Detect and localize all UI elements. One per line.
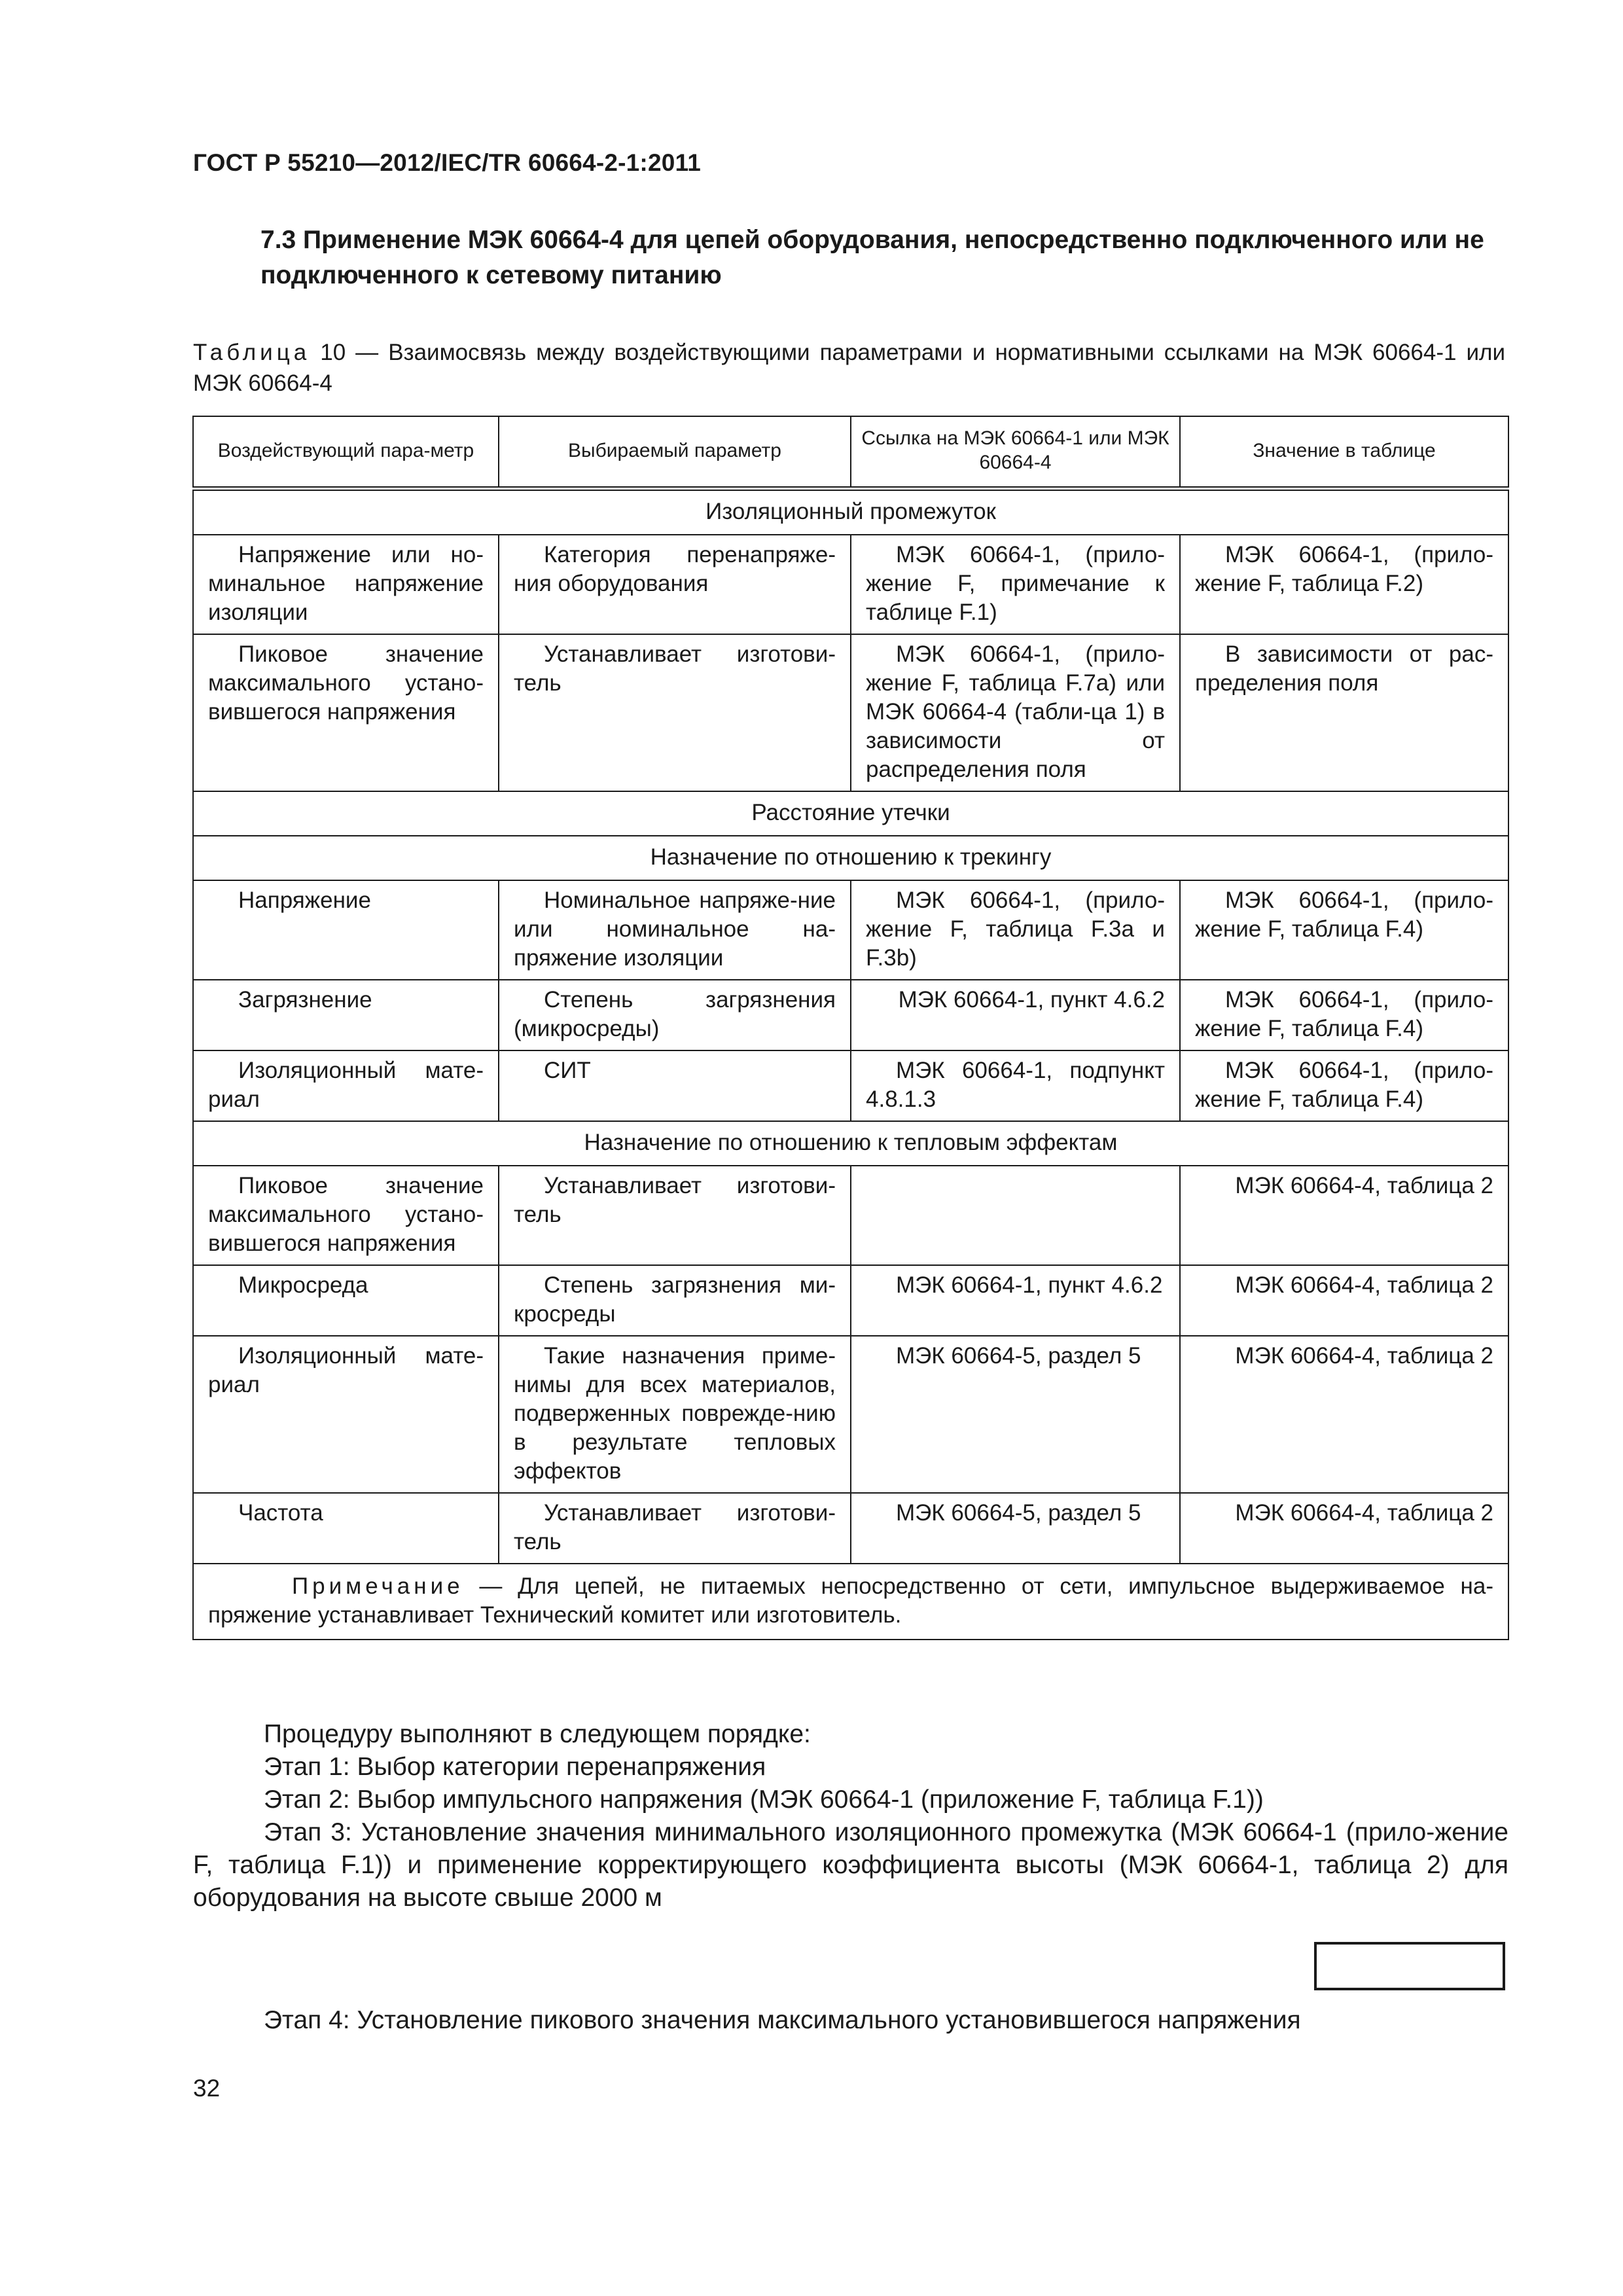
document-header: ГОСТ Р 55210—2012/IEC/TR 60664-2-1:2011 <box>193 149 702 176</box>
table-note-row <box>193 1564 1508 1640</box>
table-row <box>193 1265 1508 1336</box>
section-heading: Назначение по отношению к трекингу <box>193 836 1508 880</box>
table-cell: Пиковое значение максимального устано-вившегося напряжения <box>193 1166 499 1265</box>
procedure-step-3: Этап 3: Установление значения минимального изоляционного промежутка (МЭК 60664-1 (прило-жение F, таблица F.1)) и применение корректирующего коэффициента высоты (МЭК 60664-1, таблица 2) для оборудования на высоте свыше 2000 м <box>193 1818 1508 1912</box>
header-cell: Воздействующий пара-метр <box>193 416 499 489</box>
note-text: — Для цепей, не питаемых непосредственно от сети, импульсное выдерживаемое на-пряжение устанавливает Технический комитет или изготовитель. <box>208 1573 1493 1628</box>
table-header-row <box>193 416 1508 489</box>
reference-table <box>192 416 1509 1640</box>
table-cell: МЭК 60664-4, таблица 2 <box>1180 1336 1508 1493</box>
table-cell: МЭК 60664-1, (прило-жение F, таблица F.3а и F.3b) <box>851 880 1180 980</box>
table-cell: МЭК 60664-5, раздел 5 <box>851 1336 1180 1493</box>
header-cell: Значение в таблице <box>1180 416 1508 489</box>
table-row <box>193 634 1508 791</box>
table-cell: Степень загрязнения (микросреды) <box>499 980 851 1050</box>
section-row <box>193 489 1508 535</box>
section-heading: Расстояние утечки <box>193 791 1508 836</box>
table-cell: Категория перенапряже-ния оборудования <box>499 535 851 634</box>
header-cell: Ссылка на МЭК 60664-1 или МЭК 60664-4 <box>851 416 1180 489</box>
table-cell: Пиковое значение максимального устано-вившегося напряжения <box>193 634 499 791</box>
table-cell: СИТ <box>499 1050 851 1121</box>
table-row <box>193 1166 1508 1265</box>
table-cell: МЭК 60664-4, таблица 2 <box>1180 1166 1508 1265</box>
table-cell: Напряжение или но-минальное напряжение изоляции <box>193 535 499 634</box>
table-cell: МЭК 60664-4, таблица 2 <box>1180 1265 1508 1336</box>
table-cell: МЭК 60664-1, (прило-жение F, таблица F.4) <box>1180 1050 1508 1121</box>
table-cell: Изоляционный мате-риал <box>193 1336 499 1493</box>
table-note <box>193 1564 1508 1640</box>
table-cell: Номинальное напряже-ние или номинальное на-пряжение изоляции <box>499 880 851 980</box>
table-caption-text: 10 — Взаимосвязь между воздействующими параметрами и нормативными ссылками на МЭК 60664-1 или МЭК 60664-4 <box>193 340 1505 396</box>
table-cell: МЭК 60664-1, (прило-жение F, таблица F.7а) или МЭК 60664-4 (табли-ца 1) в зависимости от распределения поля <box>851 634 1180 791</box>
table-cell: Устанавливает изготови-тель <box>499 1493 851 1564</box>
table-cell: МЭК 60664-1, (прило-жение F, таблица F.4) <box>1180 980 1508 1050</box>
table-cell: Частота <box>193 1493 499 1564</box>
table-caption <box>193 337 1505 399</box>
section-row <box>193 791 1508 836</box>
table-cell: МЭК 60664-5, раздел 5 <box>851 1493 1180 1564</box>
section-title: 7.3 Применение МЭК 60664-4 для цепей оборудования, непосредственно подключенного или не подключенного к сетевому питанию <box>260 226 1484 289</box>
procedure-step-1: Этап 1: Выбор категории перенапряжения <box>264 1753 766 1781</box>
table-caption-label: Таблица <box>193 340 311 365</box>
procedure-step-2: Этап 2: Выбор импульсного напряжения (МЭК 60664-1 (приложение F, таблица F.1)) <box>264 1785 1264 1814</box>
table-cell: МЭК 60664-1, (прило-жение F, таблица F.4) <box>1180 880 1508 980</box>
table-cell: МЭК 60664-4, таблица 2 <box>1180 1493 1508 1564</box>
page-number: 32 <box>193 2075 221 2102</box>
table-cell: МЭК 60664-1, (прило-жение F, примечание к таблице F.1) <box>851 535 1180 634</box>
table-cell: Устанавливает изготови-тель <box>499 634 851 791</box>
procedure-text-continued <box>193 2004 1508 2037</box>
section-row <box>193 836 1508 880</box>
table-cell: МЭК 60664-1, подпункт 4.8.1.3 <box>851 1050 1180 1121</box>
section-heading: Изоляционный промежуток <box>193 489 1508 535</box>
header-cell: Выбираемый параметр <box>499 416 851 489</box>
table-row <box>193 535 1508 634</box>
table-row <box>193 1050 1508 1121</box>
table-cell <box>851 1166 1180 1265</box>
table-cell: Микросреда <box>193 1265 499 1336</box>
table-cell: Такие назначения приме-нимы для всех материалов, подверженных поврежде-нию в результате тепловых эффектов <box>499 1336 851 1493</box>
note-label: Примечание <box>292 1573 464 1599</box>
table-row <box>193 1336 1508 1493</box>
table-cell: В зависимости от рас-пределения поля <box>1180 634 1508 791</box>
procedure-intro: Процедуру выполняют в следующем порядке: <box>264 1720 811 1748</box>
table-cell: МЭК 60664-1, пункт 4.6.2 <box>851 980 1180 1050</box>
flowchart-box <box>1314 1942 1505 1990</box>
table-cell: Загрязнение <box>193 980 499 1050</box>
table-cell: Степень загрязнения ми-кросреды <box>499 1265 851 1336</box>
table-row <box>193 980 1508 1050</box>
procedure-text <box>193 1718 1508 1914</box>
table-cell: Изоляционный мате-риал <box>193 1050 499 1121</box>
table-cell: МЭК 60664-1, (прило-жение F, таблица F.2) <box>1180 535 1508 634</box>
table-row <box>193 1493 1508 1564</box>
procedure-step-4: Этап 4: Установление пикового значения максимального установившегося напряжения <box>264 2006 1301 2034</box>
table-row <box>193 880 1508 980</box>
section-heading: Назначение по отношению к тепловым эффектам <box>193 1121 1508 1166</box>
section-row <box>193 1121 1508 1166</box>
table-cell: Устанавливает изготови-тель <box>499 1166 851 1265</box>
table-cell: Напряжение <box>193 880 499 980</box>
table-cell: МЭК 60664-1, пункт 4.6.2 <box>851 1265 1180 1336</box>
